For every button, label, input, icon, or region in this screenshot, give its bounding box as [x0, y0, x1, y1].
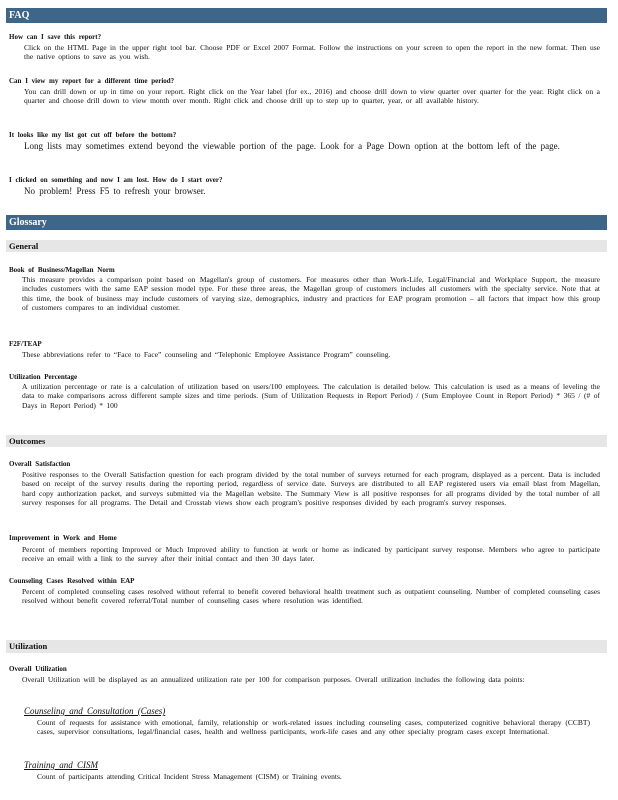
- glossary-definition: Positive responses to the Overall Satisfaction question for each program divided by the total number of surveys returned for each program, displayed as a percent. Data is included based on receipt of the survey results during the reporting period, regardless of service date. Surveys are distributed to all EAP registered users via email blast from Magellan, hard copy authorization packet, and surveys submitted via the Magellan website. The Summary View is all positive responses for all programs divided by the total number of all survey responses for all programs. The Detail and Crosstab views show each program's positive responses divided by each program's survey responses.: [22, 470, 600, 507]
- glossary-definition: Overall Utilization will be displayed as an annualized utilization rate per 100 for comparison purposes. Overall utilization includes the following data points:: [22, 675, 525, 684]
- glossary-term: F2F/TEAP: [9, 340, 42, 348]
- faq-question: I clicked on something and now I am lost. How do I start over?: [9, 176, 223, 184]
- glossary-term: Overall Utilization: [9, 665, 67, 673]
- glossary-definition: A utilization percentage or rate is a calculation of utilization based on users/100 employees. The calculation is detailed below. This calculation is used as a means of leveling the data to make comparisons across different sample sizes and time periods. (Sum of Utilization Requests in Report Period) / (Sum Employee Count in Report Period) * 365 / (# of Days in Report Period) * 100: [22, 382, 600, 410]
- faq-answer: Long lists may sometimes extend beyond the viewable portion of the page. Look for a Page Down option at the bottom left of the page.: [24, 141, 560, 151]
- utilization-header: Utilization: [6, 640, 607, 653]
- general-header: General: [6, 240, 607, 252]
- faq-question: How can I save this report?: [9, 33, 102, 41]
- faq-answer: Click on the HTML Page in the upper right tool bar. Choose PDF or Excel 2007 Format. Follow the instructions on your screen to open the report in the new format. Then use the native options to save as you wish.: [24, 43, 600, 62]
- utilization-subitem-definition: Count of participants attending Critical Incident Stress Management (CISM) or Training events.: [37, 772, 342, 781]
- glossary-definition: Percent of members reporting Improved or Much Improved ability to function at work or home as indicated by participant survey response. Members who agree to participate receive an email with a link to the survey after their initial contact and then 30 days later.: [22, 545, 600, 564]
- glossary-term: Overall Satisfaction: [9, 460, 71, 468]
- glossary-definition: These abbreviations refer to “Face to Face” counseling and “Telephonic Employee Assistance Program” counseling.: [22, 350, 391, 359]
- faq-question: It looks like my list got cut off before the bottom?: [9, 131, 177, 139]
- outcomes-header: Outcomes: [6, 435, 607, 447]
- utilization-subitem-definition: Count of requests for assistance with emotional, family, relationship or work-related issues including counseling cases, computerized cognitive behavioral therapy (CCBT) cases, supervisor consultations, legal/financial cases, health and wellness participants, work-life cases and any other specialty program cases except International.: [37, 718, 590, 737]
- glossary-term: Utilization Percentage: [9, 373, 78, 381]
- glossary-header: Glossary: [6, 215, 607, 230]
- glossary-definition: Percent of completed counseling cases resolved without referral to benefit covered behavioral health treatment such as outpatient counseling. Number of completed counseling cases resolved without benefit covered referral/Total number of counseling cases where resolution was identified.: [22, 587, 600, 606]
- glossary-term: Improvement in Work and Home: [9, 534, 117, 542]
- faq-answer: No problem! Press F5 to refresh your browser.: [24, 186, 206, 196]
- glossary-definition: This measure provides a comparison point based on Magellan's group of customers. For measures other than Work-Life, Legal/Financial and Workplace Support, the measure includes customers with the same EAP session model type. For these three areas, the Magellan group of customers includes all customers with the specialty service. Note that at this time, the book of business may include customers of varying size, demographics, industry and practices for EAP program promotion – all factors that impact how this group of customers compares to an individual customer.: [22, 275, 600, 312]
- glossary-term: Counseling Cases Resolved within EAP: [9, 577, 135, 585]
- glossary-term: Book of Business/Magellan Norm: [9, 266, 115, 274]
- faq-header: FAQ: [6, 8, 607, 23]
- utilization-subitem-title: Counseling and Consultation (Cases): [24, 706, 166, 716]
- utilization-subitem-title: Training and CISM: [24, 760, 99, 770]
- faq-question: Can I view my report for a different time period?: [9, 77, 175, 85]
- faq-answer: You can drill down or up in time on your report. Right click on the Year label (for ex., 2016) and choose drill down to view quarter over quarter for the year. Right click on a quarter and choose drill down to view month over month. Right click and choose drill up to step up to quarter, year, or all available history.: [24, 87, 600, 106]
